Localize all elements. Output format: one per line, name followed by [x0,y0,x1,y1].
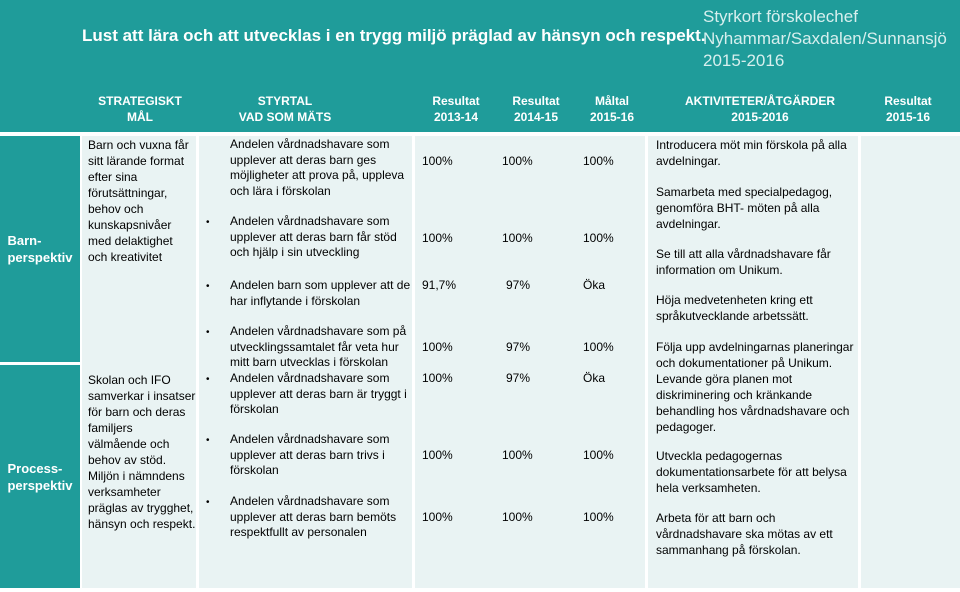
target-value: 100% [583,231,614,245]
header-result-1516: Resultat 2015-16 [884,94,932,124]
result-1415: 97% [506,340,531,354]
measure-item: Andelen vårdnadshavare som upplever att deras barn får stöd och hjälp i sin utveckling [230,214,397,259]
perspective-divider [0,362,80,365]
header-measure: STYRTAL VAD SOM MÄTS [238,94,332,124]
measure-item: Andelen barn som upplever att de har inflytande i förskolan [230,278,411,308]
banner-right [703,6,947,72]
activity-item: Levande göra planen mot diskriminering och kränkande behandling hos vårdnadshavare och pedagoger. [656,372,850,434]
perspective-process: Process- perspektiv [0,365,80,588]
activity-item: Introducera möt min förskola på alla avdelningar. [656,138,847,168]
bullet-icon: • [206,217,210,228]
target-value: 100% [583,510,614,524]
target-value: Öka [583,278,606,292]
result-1415: 100% [502,510,533,524]
result-1415: 97% [506,278,531,292]
target-value: 100% [583,340,614,354]
bullet-icon: • [206,327,210,338]
activity-item: Följa upp avdelningarnas planeringar och dokumentationer på Unikum. [656,340,854,370]
activity-item: Se till att alla vårdnadshavare får information om Unikum. [656,247,831,277]
outcome-column [861,136,960,588]
banner-line: 2015-2016 [703,51,785,70]
result-1314: 100% [422,231,453,245]
banner-line: Styrkort förskolechef [703,7,858,26]
result-1415: 97% [506,371,531,385]
result-1415: 100% [502,231,533,245]
result-1314: 100% [422,340,453,354]
measure-item: Andelen vårdnadshavare som på utvecklingssamtalet får veta hur mitt barn utvecklas i förskolan [230,324,407,369]
header-result-1415: Resultat 2014-15 [512,94,560,124]
header-target: Måltal 2015-16 [589,94,635,124]
bullet-icon: • [206,497,210,508]
goal-child: Barn och vuxna får sitt lärande format efter sina förutsättningar, behov och kunskapsnivåer med delaktighet och kreativitet [88,138,189,264]
header-result-1314: Resultat 2013-14 [432,94,480,124]
perspective-child: Barn- perspektiv [0,136,80,362]
result-1415: 100% [502,448,533,462]
banner-title: Lust att lära och att utvecklas i en trygg miljö präglad av hänsyn och respekt. [82,26,706,45]
result-1314: 100% [422,371,453,385]
activity-item: Utveckla pedagogernas dokumentationsarbete för att belysa hela verksamheten. [656,449,847,495]
header-activities: AKTIVITETER/ÅTGÄRDER 2015-2016 [685,94,835,124]
activity-item: Höja medvetenheten kring ett språkutvecklande arbetssätt. [656,293,813,323]
activity-item: Samarbeta med specialpedagog, genomföra BHT- möten på alla avdelningar. [656,185,833,231]
measure-item: Andelen vårdnadshavare som upplever att deras barn är tryggt i förskolan [230,371,407,416]
goal-process: Skolan och IFO samverkar i insatser för barn och deras familjers välmående och behov av stöd. Miljön i nämndens verksamheter präglas av trygghet, hänsyn och respekt. [88,373,196,531]
result-1415: 100% [502,154,533,168]
measure-item: Andelen vårdnadshavare som upplever att deras barn ges möjligheter att prova på, uppleva och lära i förskolan [230,137,405,198]
bullet-icon: • [206,374,210,385]
banner [0,0,960,70]
target-value: 100% [583,448,614,462]
activity-item: Arbeta för att barn och vårdnadshavare ska mötas av ett sammanhang på förskolan. [656,511,833,557]
result-1314: 100% [422,154,453,168]
banner-line: Nyhammar/Saxdalen/Sunnansjö [703,29,947,48]
result-1314: 100% [422,510,453,524]
result-1314: 100% [422,448,453,462]
result-1314: 91,7% [422,278,457,292]
bullet-icon: • [206,435,210,446]
bullet-icon: • [206,281,210,292]
measure-item: Andelen vårdnadshavare som upplever att deras barn trivs i förskolan [230,432,390,477]
measure-item: Andelen vårdnadshavare som upplever att deras barn bemöts respektfullt av personalen [230,494,397,539]
target-value: 100% [583,154,614,168]
header-strategic-goal: STRATEGISKT MÅL [98,94,182,124]
target-value: Öka [583,371,606,385]
